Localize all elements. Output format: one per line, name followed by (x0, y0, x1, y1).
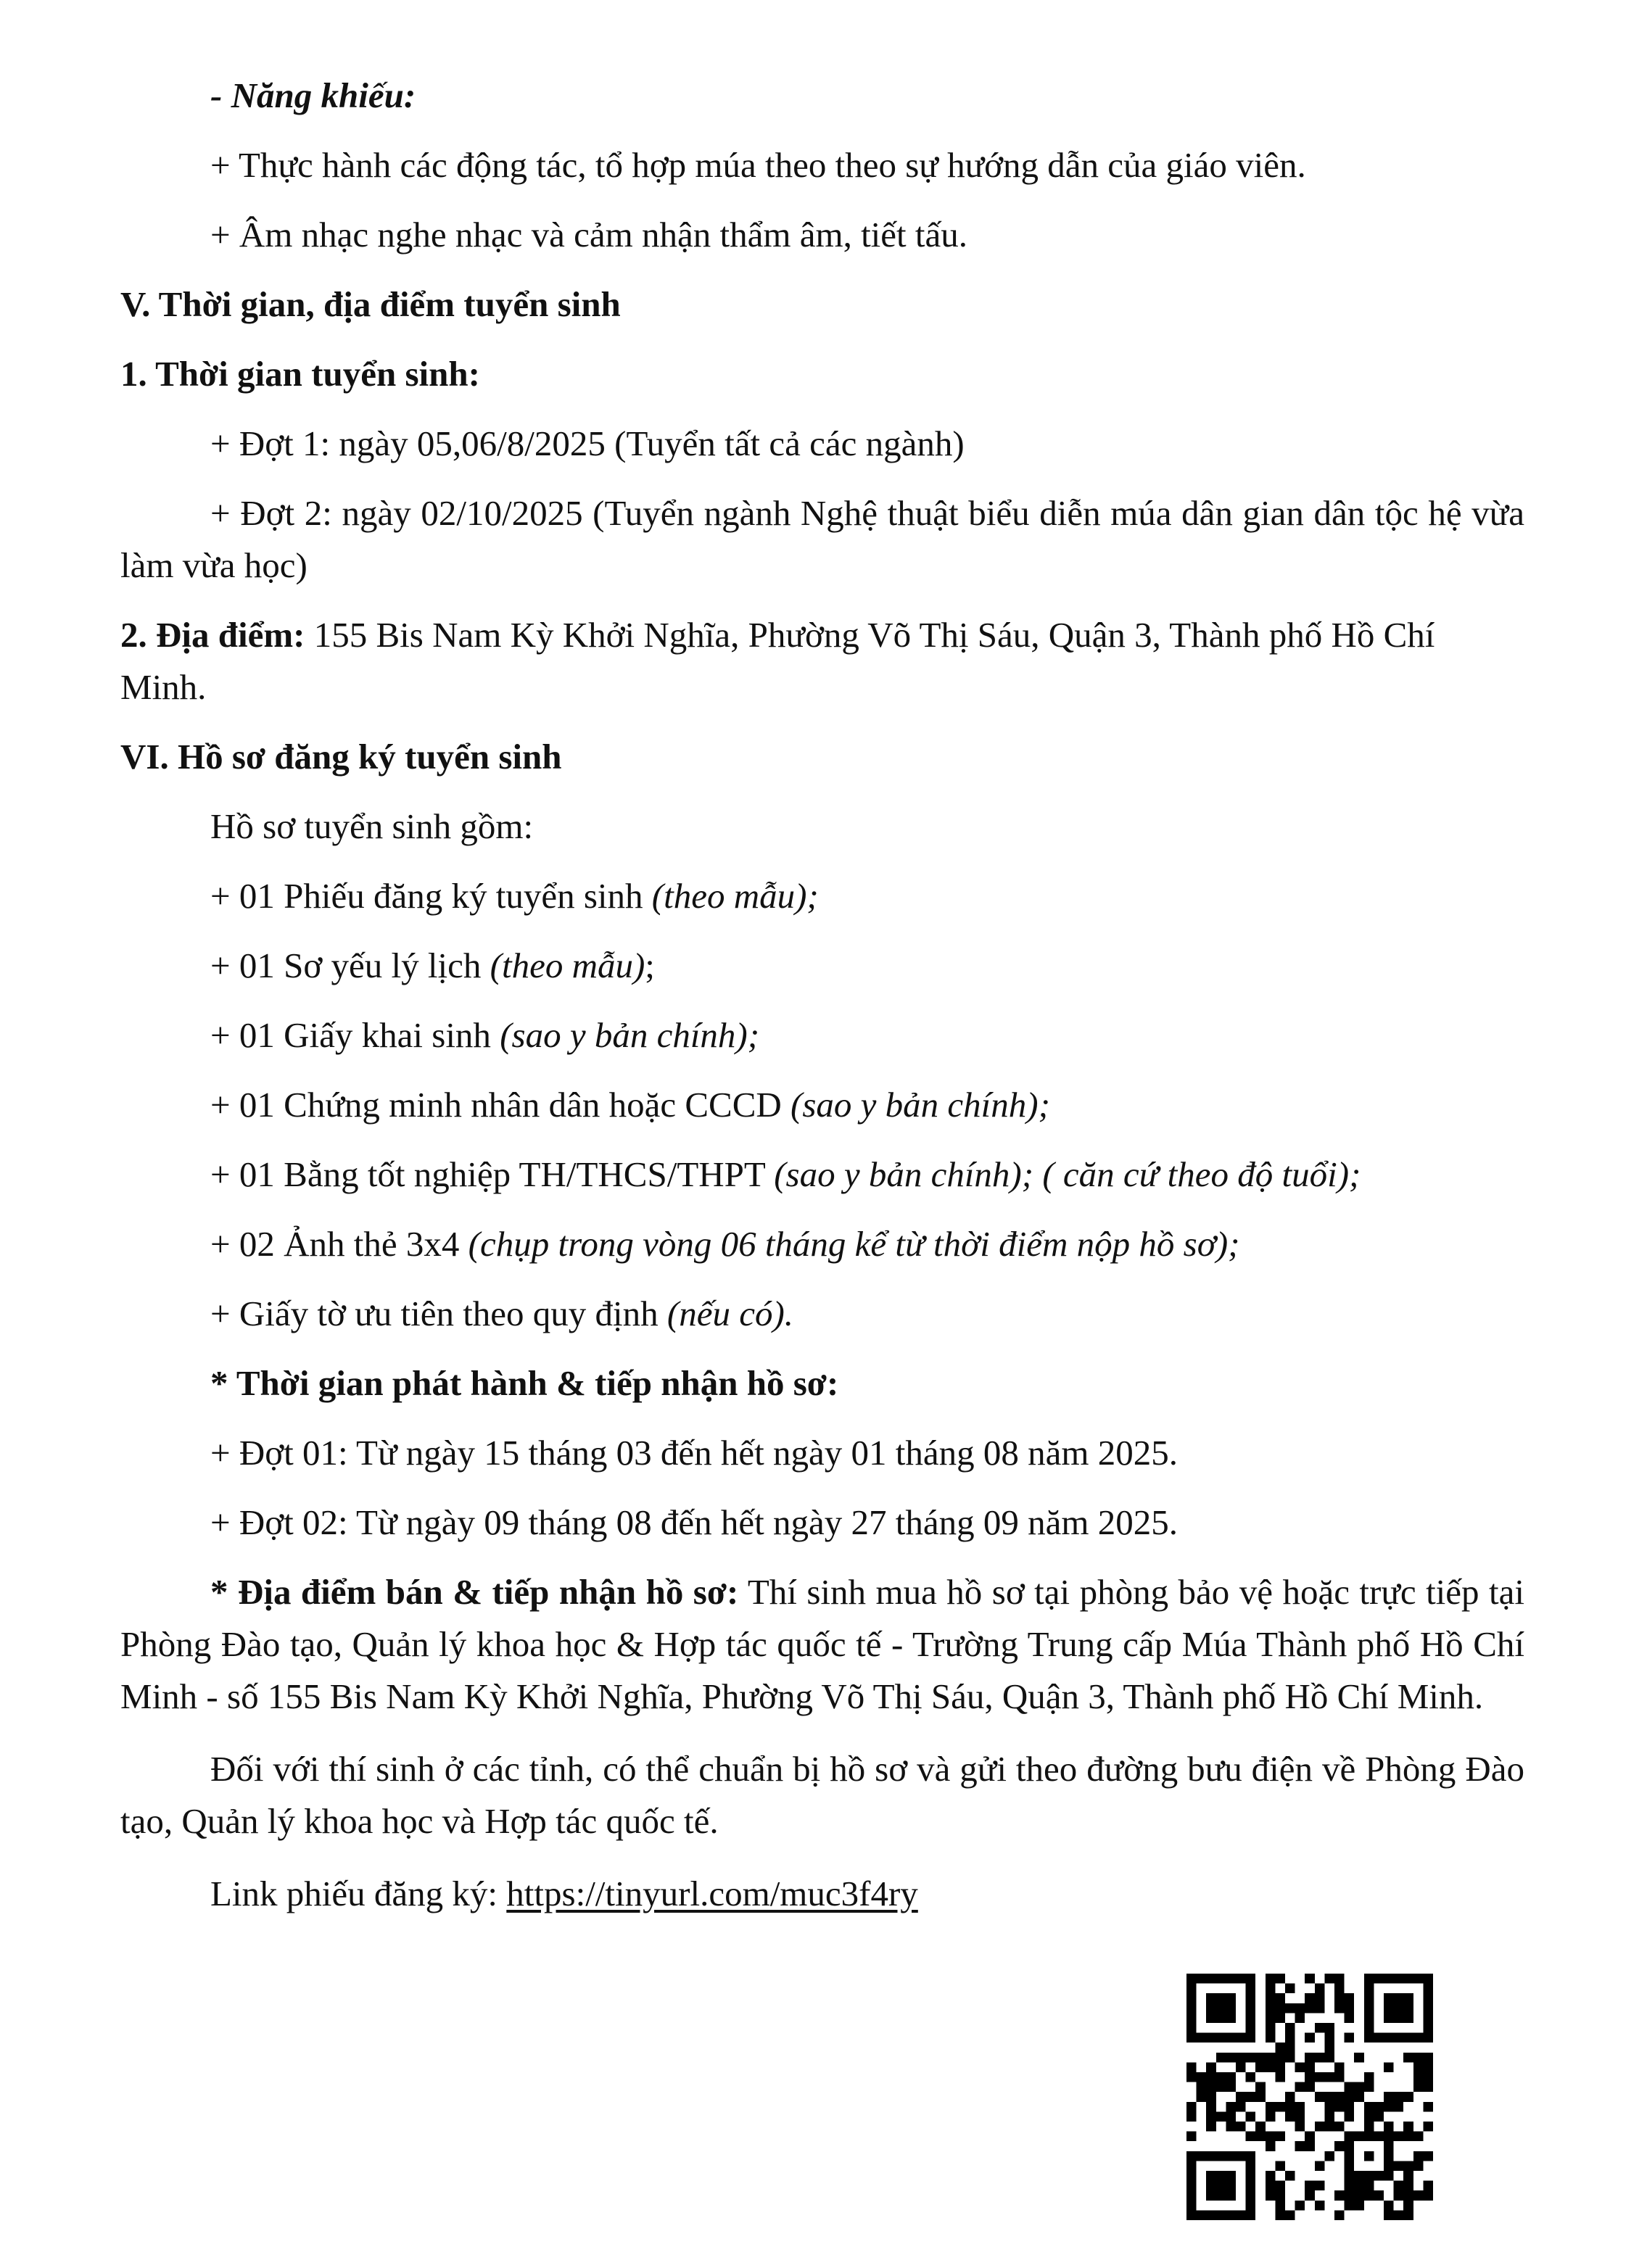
enrollment-round-1: + Đợt 1: ngày 05,06/8/2025 (Tuyển tất cả các ngành) (210, 423, 965, 463)
doc-item-birth-certificate (120, 1009, 1524, 1061)
link-label: Link phiếu đăng ký: (210, 1874, 507, 1913)
document-page (120, 70, 1524, 1920)
doc-note: (theo mẫu) (490, 945, 645, 985)
doc-text: + 01 Sơ yếu lý lịch (210, 945, 490, 985)
doc-note: (sao y bản chính); (791, 1085, 1050, 1125)
registration-link[interactable]: https://tinyurl.com/muc3f4ry (506, 1874, 918, 1913)
doc-text: + 01 Bằng tốt nghiệp TH/THCS/THPT (210, 1154, 775, 1194)
doc-text: + 01 Giấy khai sinh (210, 1015, 500, 1055)
doc-note: (chụp trong vòng 06 tháng kể từ thời điểm nộp hồ sơ); (468, 1224, 1240, 1264)
issuance-title: * Thời gian phát hành & tiếp nhận hồ sơ: (210, 1363, 839, 1403)
doc-text: + 02 Ảnh thẻ 3x4 (210, 1224, 468, 1264)
location-label: 2. Địa điểm: (120, 615, 305, 655)
doc-item-photos (120, 1218, 1524, 1270)
doc-text: + 01 Phiếu đăng ký tuyển sinh (210, 876, 652, 916)
doc-text: + 01 Chứng minh nhân dân hoặc CCCD (210, 1085, 791, 1125)
venue-paragraph (120, 1566, 1524, 1723)
enrollment-time-title: 1. Thời gian tuyển sinh: (120, 354, 480, 394)
location-text: 155 Bis Nam Kỳ Khởi Nghĩa, Phường Võ Thị Sáu, Quận 3, Thành phố Hồ Chí Minh. (120, 615, 1435, 707)
talent-item-practice: + Thực hành các động tác, tổ hợp múa theo theo sự hướng dẫn của giáo viên. (210, 145, 1306, 185)
venue-label: * Địa điểm bán & tiếp nhận hồ sơ: (210, 1572, 739, 1612)
mail-note: Đối với thí sinh ở các tỉnh, có thể chuẩn bị hồ sơ và gửi theo đường bưu điện về Phòng Đào tạo, Quản lý khoa học và Hợp tác quốc tế. (120, 1749, 1524, 1841)
talent-item-music: + Âm nhạc nghe nhạc và cảm nhận thẩm âm, tiết tấu. (210, 215, 968, 254)
venue-text: Thí sinh mua hồ sơ tại phòng bảo vệ hoặc trực tiếp tại Phòng Đào tạo, Quản lý khoa học & Hợp tác quốc tế - Trường Trung cấp Múa Thành phố Hồ Chí Minh - số 155 Bis Nam Kỳ Khởi Nghĩa, Phường Võ Thị Sáu, Quận 3, Thành phố Hồ Chí Minh. (120, 1572, 1524, 1716)
issuance-round-1: + Đợt 01: Từ ngày 15 tháng 03 đến hết ngày 01 tháng 08 năm 2025. (210, 1433, 1178, 1473)
doc-note: (sao y bản chính); ( căn cứ theo độ tuổi); (774, 1154, 1361, 1194)
doc-item-priority-papers (120, 1288, 1524, 1340)
enrollment-location (120, 609, 1524, 713)
doc-note: (sao y bản chính); (500, 1015, 760, 1055)
enrollment-round-2: + Đợt 2: ngày 02/10/2025 (Tuyển ngành Nghệ thuật biểu diễn múa dân gian dân tộc hệ vừa làm vừa học) (120, 493, 1524, 585)
doc-item-id-card (120, 1079, 1524, 1131)
doc-item-diploma (120, 1149, 1524, 1201)
section-5-title: V. Thời gian, địa điểm tuyển sinh (120, 284, 621, 324)
doc-text: + Giấy tờ ưu tiên theo quy định (210, 1294, 667, 1333)
doc-item-registration-form (120, 870, 1524, 922)
talent-heading: - Năng khiếu: (210, 75, 416, 115)
doc-item-resume (120, 940, 1524, 992)
doc-note: (nếu có). (666, 1294, 794, 1333)
registration-link-line (120, 1868, 1524, 1920)
doc-tail: ; (645, 945, 655, 985)
documents-intro: Hồ sơ tuyển sinh gồm: (210, 806, 534, 846)
section-6-title: VI. Hồ sơ đăng ký tuyển sinh (120, 737, 562, 777)
issuance-round-2: + Đợt 02: Từ ngày 09 tháng 08 đến hết ngày 27 tháng 09 năm 2025. (210, 1502, 1178, 1542)
doc-note: (theo mẫu); (651, 876, 819, 916)
qr-code-icon (1186, 1974, 1433, 2220)
